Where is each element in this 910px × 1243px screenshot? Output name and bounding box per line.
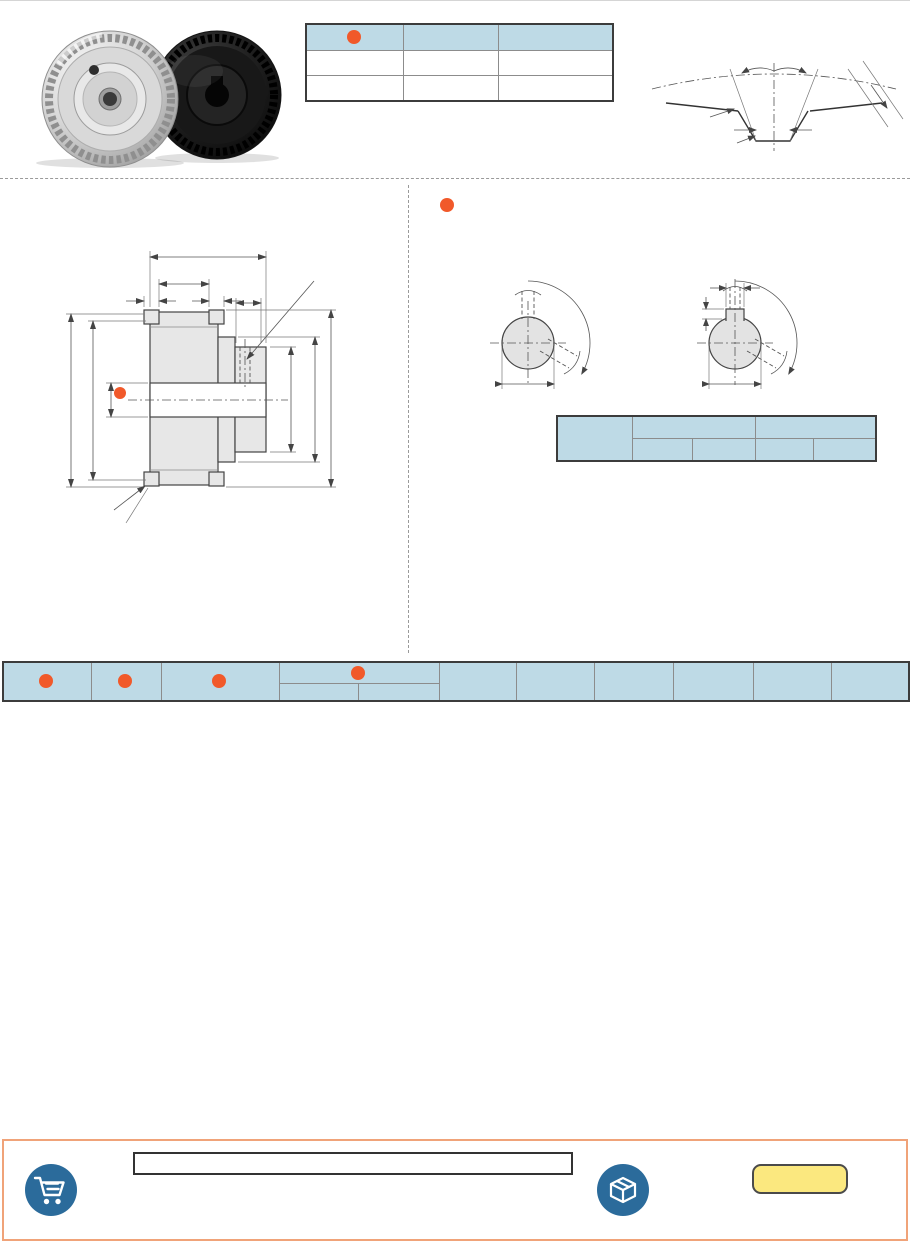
- material: [403, 51, 498, 76]
- col-header-E: [753, 662, 831, 701]
- col-header-d: [279, 662, 439, 684]
- finish: [498, 51, 613, 76]
- product-photos: [10, 13, 295, 168]
- spec-table: [2, 661, 910, 702]
- col-header-pd: [439, 662, 516, 701]
- col-header-type: [306, 24, 403, 51]
- table-row: [306, 24, 613, 51]
- marker-5: [114, 387, 126, 399]
- material-table: [305, 23, 614, 102]
- col-header-p: [279, 684, 358, 702]
- hole-type-p-diagram: [452, 255, 622, 403]
- col-header-type: [3, 662, 91, 701]
- marker-5: [351, 666, 365, 680]
- keyway-col-t-tol: [814, 439, 876, 462]
- shaft-hole-heading: [440, 197, 456, 213]
- marker-1: [39, 674, 53, 688]
- hole-type-n: [648, 219, 858, 221]
- table-row: [134, 1153, 572, 1174]
- dimension-drawing: [28, 197, 410, 549]
- hole-type-p: [452, 219, 622, 221]
- finish: [498, 76, 613, 102]
- col-header-finish: [498, 24, 613, 51]
- col-header-material: [403, 24, 498, 51]
- cart-icon: [22, 1161, 80, 1219]
- hole-type-n-diagram: [648, 255, 858, 403]
- material: [403, 76, 498, 102]
- keyway-col-t: [755, 416, 876, 439]
- keyway-col-t-size: [755, 439, 813, 462]
- section-divider: [0, 178, 910, 179]
- col-header-M: [831, 662, 909, 701]
- keyway-col-b-size: [632, 439, 692, 462]
- marker-1: [347, 30, 361, 44]
- table-row: [557, 416, 876, 439]
- col-header-od: [516, 662, 594, 701]
- product-photo-aluminum: [42, 31, 178, 167]
- col-header-F: [673, 662, 753, 701]
- marker-2: [118, 674, 132, 688]
- keyway-col-b-tol: [693, 439, 755, 462]
- keyway-col-b: [632, 416, 755, 439]
- table-row: [306, 51, 613, 76]
- marker-3: [212, 674, 226, 688]
- marker-4: [440, 198, 454, 212]
- keyway-table: [556, 415, 877, 462]
- qr-code: [828, 1148, 891, 1211]
- order-table-title: [134, 1153, 572, 1174]
- keyway-col-d: [557, 416, 632, 461]
- col-header-width-code: [161, 662, 279, 701]
- col-header-D: [594, 662, 673, 701]
- order-example-table: [133, 1152, 573, 1175]
- delivery-box-icon: [594, 1161, 652, 1219]
- tooth-profile-diagram: [638, 29, 910, 155]
- col-header-n: [358, 684, 439, 702]
- type-code: [306, 76, 403, 102]
- type-code: [306, 51, 403, 76]
- watermark-logo: [150, 751, 790, 1011]
- col-header-teeth: [91, 662, 161, 701]
- table-row: [306, 76, 613, 102]
- table-row: [3, 662, 909, 684]
